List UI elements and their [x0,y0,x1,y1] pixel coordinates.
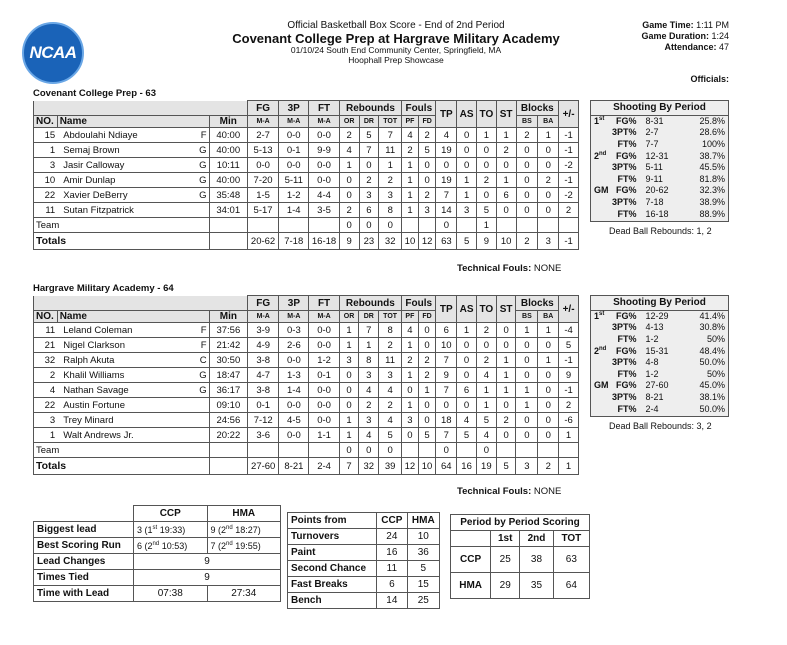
header [200,20,592,66]
shooting-row: 2nd FG% 15-31 48.4% [594,345,725,356]
dead-ball-rebounds: Dead Ball Rebounds: 3, 2 [609,421,712,432]
shooting-row: GM FG% 27-60 45.0% [594,380,725,391]
shooting-row: FT% 1-2 50% [617,368,725,379]
ncaa-logo: NCAA [22,22,84,84]
event-name: Hoophall Prep Showcase [348,55,444,66]
team-row: Team 0 0 0 0 0 [34,443,579,458]
totals-row: Totals 20-62 7-18 16-18 9 23 32 10 12 63 5 9 10 2 3 -1 [34,233,579,250]
points-from-table: Points from CCP HMA Turnovers 24 10 Paint 16 36 Second Chance 11 5 Fast Breaks 6 15 Bench 14 25 [287,512,440,609]
shooting-row: FT% 2-4 50.0% [617,403,725,414]
best-run-ccp: 6 (2nd 10:53) [134,538,208,554]
col-hma: HMA [207,506,281,522]
shooting-row: 1st FG% 12-29 41.4% [594,311,725,322]
player-row: 21 Nigel Clarkson F 21:42 4-9 2-6 0-0 1 1 2 1 0 10 0 0 0 0 0 5 [34,338,579,353]
player-row: 1 Semaj Brown G 40:00 5-13 0-1 9-9 4 7 11 2 5 19 0 0 2 0 0 -1 [34,143,579,158]
shooting-row: 1st FG% 8-31 25.8% [594,116,725,127]
shooting-row: 2nd FG% 12-31 38.7% [594,150,725,161]
player-row: 15 Abdoulahi Ndiaye F 40:00 2-7 0-0 0-0 2 5 7 4 2 4 0 1 1 2 1 -1 [34,128,579,143]
points-from-row: Turnovers 24 10 [288,529,440,545]
times-tied-value: 9 [134,570,281,586]
points-from-row: Fast Breaks 6 15 [288,577,440,593]
period-score-row: HMA 29 35 64 [451,573,590,599]
biggest-lead-hma: 9 (2nd 18:27) [207,522,281,538]
player-row: 11 Leland Coleman F 37:56 3-9 0-3 0-0 1 7 8 4 0 6 1 2 0 1 1 -4 [34,323,579,338]
team-row: Team 0 0 0 0 1 [34,218,579,233]
player-row: 4 Nathan Savage G 36:17 3-8 1-4 0-0 0 4 4 0 1 7 6 1 1 1 0 -1 [34,383,579,398]
shooting-row: FT% 1-2 50% [617,333,725,344]
shooting-row: FT% 9-11 81.8% [617,173,725,184]
player-row: 11 Sutan Fitzpatrick 34:01 5-17 1-4 3-5 2 6 8 1 3 14 3 5 0 0 0 2 [34,203,579,218]
shooting-by-period: Shooting By Period 1st FG% 12-29 41.4% 3PT% 4-13 30.8% FT% 1-2 50% 2nd FG% 15-31 48.4% 3PT% 4-8 50.0% FT% 1-2 50% GM FG% 27-60 45.0% 3PT% 8-21 38.1% FT% 2-4 50.0% [590,295,729,417]
points-from-row: Bench 14 25 [288,593,440,609]
points-from-row: Second Chance 11 5 [288,561,440,577]
officials-label: Officials: [690,74,729,84]
shooting-by-period: Shooting By Period 1st FG% 8-31 25.8% 3PT% 2-7 28.6% FT% 7-7 100% 2nd FG% 12-31 38.7% 3PT% 5-11 45.5% FT% 9-11 81.8% GM FG% 20-62 32.3% 3PT% 7-18 38.9% FT% 16-18 88.9% [590,100,729,222]
technical-fouls: Technical Fouls: NONE [457,486,562,497]
shooting-row: 3PT% 7-18 38.9% [612,196,725,207]
game-title: Covenant College Prep at Hargrave Military Academy [232,30,560,46]
player-row: 1 Walt Andrews Jr. 20:22 3-6 0-0 1-1 1 4 5 0 5 7 5 4 0 0 0 1 [34,428,579,443]
player-row: 10 Amir Dunlap G 40:00 7-20 5-11 0-0 0 2 2 1 0 19 1 2 1 0 2 -1 [34,173,579,188]
player-row: 3 Trey Minard 24:56 7-12 4-5 0-0 1 3 4 3 0 18 4 5 2 0 0 -6 [34,413,579,428]
shooting-row: 3PT% 2-7 28.6% [612,127,725,138]
team-title: Hargrave Military Academy - 64 [33,283,174,294]
lead-summary-table: CCP HMA Biggest lead 3 (1st 19:33) 9 (2nd 18:27) Best Scoring Run 6 (2nd 10:53) 7 (2nd 19:55) Lead Changes 9 Times Tied 9 Time with Lead 07:38 27:34 [33,505,281,602]
player-row: 2 Khalil Williams G 18:47 4-7 1-3 0-1 0 3 3 1 2 9 0 4 1 0 0 9 [34,368,579,383]
shooting-row: FT% 7-7 100% [617,138,725,149]
shooting-row: 3PT% 5-11 45.5% [612,162,725,173]
shooting-row: GM FG% 20-62 32.3% [594,185,725,196]
best-run-hma: 7 (2nd 19:55) [207,538,281,554]
shooting-row: 3PT% 8-21 38.1% [612,391,725,402]
team-title: Covenant College Prep - 63 [33,88,157,99]
lead-changes-value: 9 [134,554,281,570]
game-meta: Game Time: 1:11 PM Game Duration: 1:24 Attendance: 47 [641,20,729,52]
col-ccp: CCP [134,506,208,522]
shooting-row: 3PT% 4-8 50.0% [612,357,725,368]
points-from-row: Paint 16 36 [288,545,440,561]
venue-line: 01/10/24 South End Community Center, Springfield, MA [290,45,502,56]
player-row: 3 Jasir Calloway G 10:11 0-0 0-0 0-0 1 0 1 1 0 0 0 0 0 0 0 -2 [34,158,579,173]
period-score-row: CCP 25 38 63 [451,547,590,573]
period-scoring-table: Period by Period Scoring 1st 2nd TOT CCP 25 38 63 HMA 29 35 64 [450,514,590,599]
player-row: 22 Xavier DeBerry G 35:48 1-5 1-2 4-4 0 3 3 1 2 7 1 0 6 0 0 -2 [34,188,579,203]
shooting-row: FT% 16-18 88.9% [617,208,725,219]
dead-ball-rebounds: Dead Ball Rebounds: 1, 2 [609,226,712,237]
player-row: 32 Ralph Akuta C 30:50 3-8 0-0 1-2 3 8 11 2 2 7 0 2 1 0 1 -1 [34,353,579,368]
player-stats-table: FG 3P FT Rebounds Fouls TP AS TO ST Blocks +/- NO. Name Min M-A M-A M-A OR DR TOT PF FD BS BA 11 Leland Coleman F 37:56 3-9 0-3 0-0 1 7 8 4 0 6 1 2 0 1 1 -4 21 Nigel Clarkson F 21:42 4-9 2-6 0-0 1 1 2 1 0 10 0 0 0 0 0 5 32 Ralph Akuta C 30:50 3-8 0-0 1-2 3 8 11 2 2 7 0 2 1 0 1 -1 2 Khalil Williams G 18:47 4-7 1-3 0-1 0 3 3 1 2 9 0 4 1 0 0 9 4 Nathan Savage G 36:17 3-8 1-4 0-0 0 4 4 0 1 7 6 1 1 1 0 -1 22 Austin Fortune 09:10 0-1 0-0 0-0 0 2 2 1 0 0 0 1 0 1 0 2 3 Trey Minard 24:56 7-12 4-5 0-0 1 3 4 3 0 18 4 5 2 0 0 -6 1 Walt Andrews Jr. 20:22 3-6 0-0 1-1 1 4 5 0 5 7 5 4 0 0 0 1 Team 0 0 0 0 0 Totals 27-60 8-21 2-4 7 32 39 12 10 64 16 19 5 3 2 1 [33,295,579,475]
header-subtitle: Official Basketball Box Score - End of 2nd Period [287,20,505,31]
biggest-lead-ccp: 3 (1st 19:33) [134,522,208,538]
shooting-row: 3PT% 4-13 30.8% [612,322,725,333]
technical-fouls: Technical Fouls: NONE [457,263,562,274]
player-stats-table: FG 3P FT Rebounds Fouls TP AS TO ST Blocks +/- NO. Name Min M-A M-A M-A OR DR TOT PF FD BS BA 15 Abdoulahi Ndiaye F 40:00 2-7 0-0 0-0 2 5 7 4 2 4 0 1 1 2 1 -1 1 Semaj Brown G 40:00 5-13 0-1 9-9 4 7 11 2 5 19 0 0 2 0 0 -1 3 Jasir Calloway G 10:11 0-0 0-0 0-0 1 0 1 1 0 0 0 0 0 0 0 -2 10 Amir Dunlap G 40:00 7-20 5-11 0-0 0 2 2 1 0 19 1 2 1 0 2 -1 22 Xavier DeBerry G 35:48 1-5 1-2 4-4 0 3 3 1 2 7 1 0 6 0 0 -2 11 Sutan Fitzpatrick 34:01 5-17 1-4 3-5 2 6 8 1 3 14 3 5 0 0 0 2 Team 0 0 0 0 1 Totals 20-62 7-18 16-18 9 23 32 10 12 63 5 9 10 2 3 -1 [33,100,579,250]
totals-row: Totals 27-60 8-21 2-4 7 32 39 12 10 64 16 19 5 3 2 1 [34,458,579,475]
player-row: 22 Austin Fortune 09:10 0-1 0-0 0-0 0 2 2 1 0 0 0 1 0 1 0 2 [34,398,579,413]
